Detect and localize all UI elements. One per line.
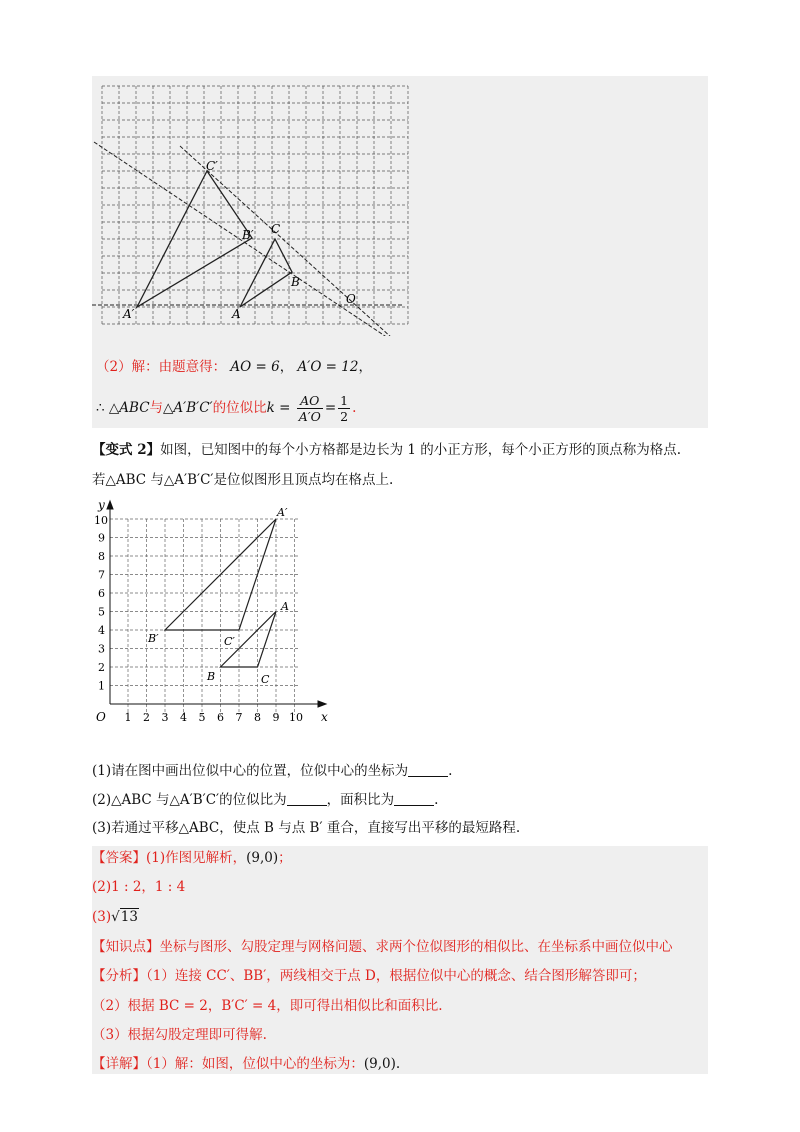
answer-2: (2)1 : 2，1 : 4 — [92, 879, 186, 895]
question-1: (1)请在图中画出位似中心的位置，位似中心的坐标为 . — [92, 763, 453, 779]
question-2: (2)△ABC 与△A′B′C′的位似比为 ，面积比为 . — [92, 792, 439, 808]
q2-blank-ratio — [287, 791, 327, 806]
y-tick: 1 — [98, 679, 105, 693]
label-B: B — [207, 670, 216, 683]
label-B-prime: B′ — [148, 632, 159, 645]
eq-a2o: A′O = 12 — [297, 359, 359, 375]
analysis-3: （3）根据勾股定理即可得解. — [92, 1027, 267, 1043]
label-C-prime: C′ — [206, 159, 218, 173]
answer-line2 — [92, 877, 185, 897]
y-tick: 5 — [98, 605, 105, 619]
analysis-1: （1）连接 CC′、BB′，两线相交于点 D，根据位似中心的概念、结合图形解答即可； — [146, 968, 646, 984]
x-tick: 10 — [289, 711, 303, 724]
variant-tag: 【变式 2】 — [92, 442, 161, 458]
y-tick: 10 — [94, 514, 108, 527]
k-equals: k = — [266, 400, 291, 416]
origin-label: O — [96, 710, 106, 724]
triangle-a2b2c2: △A′B′C′ — [163, 400, 213, 416]
label-B: B — [291, 275, 300, 289]
y-tick: 4 — [98, 624, 105, 637]
answer-1-coord: (9,0) — [246, 850, 279, 866]
analysis-tag: 【分析】 — [92, 968, 146, 984]
x-tick: 9 — [272, 711, 280, 724]
y-tick: 2 — [98, 661, 105, 674]
ratio-conn: 与 — [149, 400, 164, 416]
label-B-prime: B′ — [242, 228, 254, 242]
analysis-2: （2）根据 BC = 2，B′C′ = 4，即可得出相似比和面积比. — [92, 998, 443, 1014]
variant-text1: 如图，已知图中的每个小方格都是边长为 1 的小正方形，每个小正方形的顶点称为格点. — [160, 442, 682, 458]
therefore-symbol: ∴ — [96, 400, 105, 416]
answer-3-sqrt: 13 — [120, 909, 138, 925]
knowledge-tag: 【知识点】 — [92, 939, 160, 955]
equals: = — [324, 400, 337, 416]
q1-blank — [408, 762, 448, 777]
label-A: A — [232, 307, 241, 321]
detail-1-coord: (9,0) — [363, 1056, 396, 1072]
label-C: C — [261, 673, 270, 686]
x-tick: 5 — [198, 711, 206, 724]
x-tick: 8 — [254, 711, 261, 724]
label-A: A — [281, 600, 289, 613]
part2-line: （2）解：由题意得： AO = 6， A′O = 12， — [96, 359, 372, 375]
x-tick: 3 — [161, 711, 169, 724]
analysis-line1 — [92, 966, 646, 986]
answer-3-prefix: (3) — [92, 909, 112, 925]
answer-1: (1)作图见解析， — [146, 850, 247, 866]
detail-1: （1）解：如图，位似中心的坐标为： — [146, 1056, 364, 1072]
detail-line: 【详解】（1）解：如图，位似中心的坐标为：(9,0). — [92, 1056, 401, 1072]
eq-ao: AO = 6 — [230, 359, 280, 375]
variant-line1 — [92, 440, 681, 460]
variant-text2: 若△ABC 与△A′B′C′是位似图形且顶点均在格点上. — [92, 472, 394, 488]
x-tick: 6 — [217, 711, 224, 724]
label-O: O — [346, 292, 356, 306]
answer-line3: (3)√13 — [92, 909, 138, 925]
q2-text: (2)△ABC 与△A′B′C′的位似比为 — [92, 792, 287, 808]
label-A-prime: A′ — [277, 506, 288, 519]
q3-text: (3)若通过平移△ABC，使点 B 与点 B′ 重合，直接写出平移的最短路程. — [92, 820, 521, 836]
ratio-line — [96, 393, 356, 424]
part2-prefix: （2）解：由题意得： — [96, 359, 227, 375]
label-C: C — [271, 222, 281, 236]
variant-line2 — [92, 470, 393, 490]
q2-mid: ，面积比为 — [326, 792, 395, 808]
fraction-half: $\frac{1}{2}$ — [340, 393, 349, 424]
y-tick: 9 — [98, 531, 105, 545]
q1-text: (1)请在图中画出位似中心的位置，位似中心的坐标为 — [92, 763, 409, 779]
answer-line1: 【答案】(1)作图见解析，(9,0)； — [92, 850, 292, 866]
label-A-prime: A′ — [123, 307, 135, 321]
figure-1-grid-diagram — [92, 76, 422, 336]
q2-blank-area — [394, 791, 434, 806]
y-tick: 6 — [98, 587, 105, 600]
analysis-line3 — [92, 1025, 267, 1045]
y-tick: 7 — [98, 568, 105, 582]
y-axis-label: y — [98, 498, 105, 512]
y-tick: 8 — [98, 550, 105, 563]
x-tick: 2 — [143, 711, 150, 724]
fraction-ao: $\frac{AO}{A'O}$ — [298, 393, 321, 424]
analysis-line2 — [92, 996, 443, 1016]
answer-tag: 【答案】 — [92, 850, 146, 866]
ratio-suffix: 的位似比 — [212, 400, 267, 416]
end-dot: . — [352, 400, 357, 416]
x-axis-label: x — [321, 710, 328, 724]
x-tick: 4 — [180, 711, 187, 724]
label-C-prime: C′ — [224, 635, 235, 648]
detail-tag: 【详解】 — [92, 1056, 146, 1072]
x-tick: 1 — [124, 711, 132, 724]
y-tick: 3 — [98, 642, 105, 656]
x-tick: 7 — [235, 711, 243, 724]
knowledge-line — [92, 937, 673, 957]
triangle-abc: △ABC — [108, 400, 150, 416]
knowledge-text: 坐标与图形、勾股定理与网格问题、求两个位似图形的相似比、在坐标系中画位似中心 — [159, 939, 673, 955]
question-3 — [92, 818, 520, 838]
figure-2-coordinate-grid — [90, 497, 340, 727]
